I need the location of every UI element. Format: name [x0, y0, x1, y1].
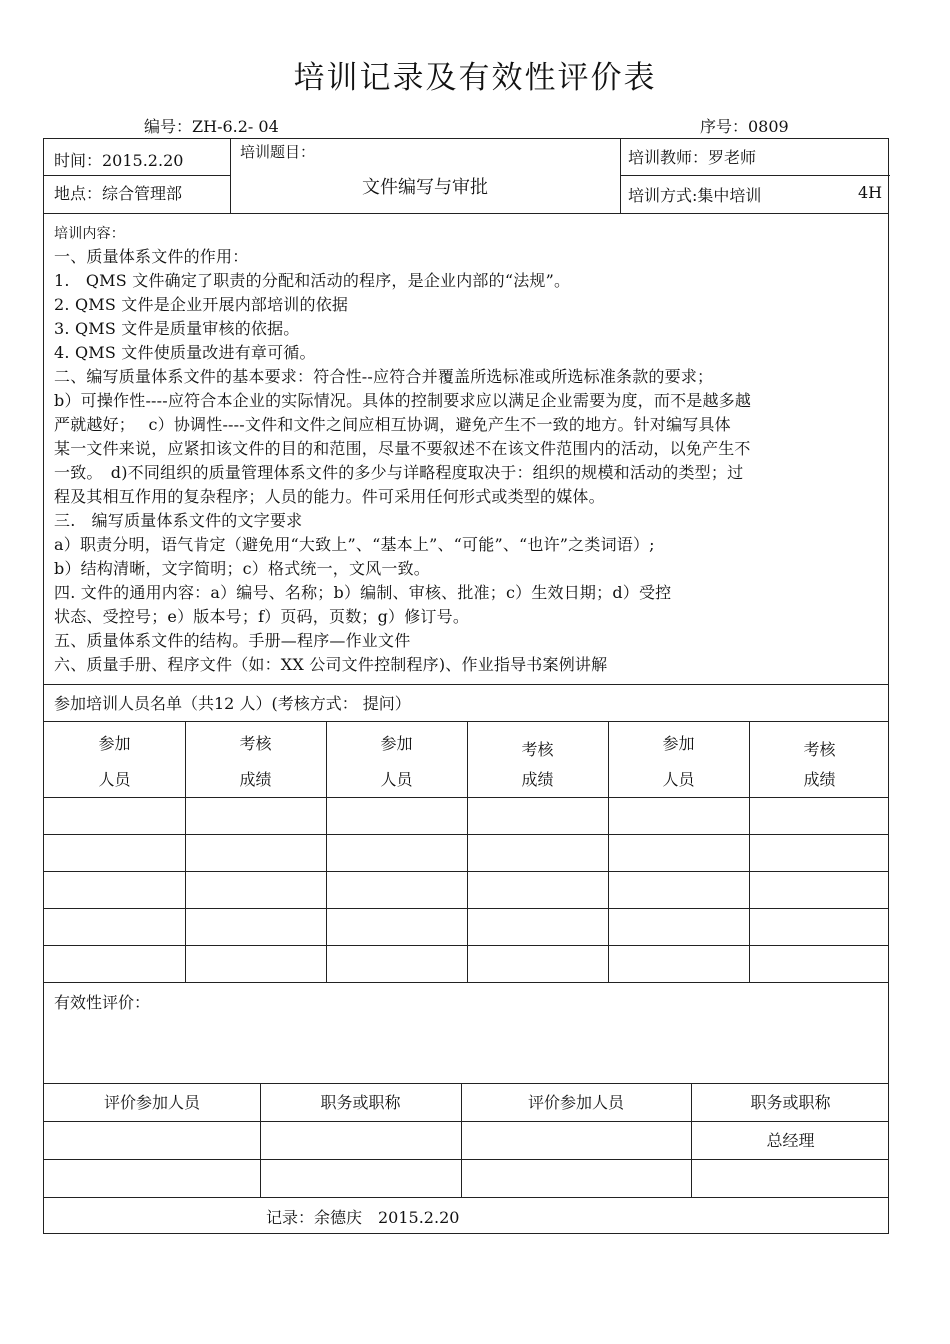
content-line: 三. 编写质量体系文件的文字要求 — [54, 511, 303, 530]
col-evaluator: 评价参加人员 — [527, 1093, 624, 1112]
attendance-col-divider — [467, 721, 468, 982]
training-record-form — [43, 138, 889, 1234]
table-row — [44, 871, 888, 872]
content-line: 四. 文件的通用内容：a）编号、名称；b）编制、审核、批准；c）生效日期；d）受控 — [54, 583, 672, 602]
table-row — [44, 982, 888, 983]
col-score-line1: 考核 — [239, 734, 272, 753]
divider-info-content — [44, 213, 888, 214]
table-row — [44, 834, 888, 835]
table-row — [44, 1159, 888, 1160]
training-topic: 文件编写与审批 — [362, 177, 488, 198]
table-row — [44, 908, 888, 909]
col-score-line2: 成绩 — [521, 770, 554, 789]
content-line: 4. QMS 文件使质量改进有章可循。 — [54, 343, 316, 362]
col-evaluator: 评价参加人员 — [103, 1093, 200, 1112]
training-teacher: 培训教师：罗老师 — [628, 148, 757, 167]
content-line: 3. QMS 文件是质量审核的依据。 — [54, 319, 300, 338]
table-row — [44, 797, 888, 798]
divider-teacher-method — [620, 175, 890, 176]
content-line: 五、质量体系文件的结构。手册—程序—作业文件 — [54, 631, 411, 650]
training-duration: 4H — [858, 183, 883, 202]
record-signature: 记录：余德庆 2015.2.20 — [266, 1208, 460, 1227]
table-row — [44, 1121, 888, 1122]
form-title: 培训记录及有效性评价表 — [293, 60, 657, 96]
col-score-line2: 成绩 — [239, 770, 272, 789]
divider-col-2 — [620, 139, 621, 213]
content-line: 状态、受控号；e）版本号；f）页码，页数；g）修订号。 — [54, 607, 470, 626]
content-line: 某一文件来说，应紧扣该文件的目的和范围，尽量不要叙述不在该文件范围内的活动，以免产生不 — [54, 439, 751, 458]
col-participant-line2: 人员 — [380, 770, 413, 789]
col-participant-line1: 参加 — [662, 734, 695, 753]
content-line: 一、质量体系文件的作用： — [54, 247, 249, 266]
col-title: 职务或职称 — [320, 1093, 401, 1112]
divider-content-attendance — [44, 684, 888, 685]
col-score-line1: 考核 — [521, 740, 554, 759]
content-line: 2. QMS 文件是企业开展内部培训的依据 — [54, 295, 349, 314]
content-line: a）职责分明，语气肯定（避免用“大致上”、“基本上”、“可能”、“也许”之类词语）; — [54, 535, 655, 554]
table-row — [44, 945, 888, 946]
form-code: 编号：ZH-6.2- 04 — [144, 117, 279, 136]
topic-label: 培训题目： — [240, 143, 316, 161]
col-participant-line1: 参加 — [380, 734, 413, 753]
form-serial: 序号：0809 — [700, 117, 789, 136]
training-method: 培训方式:集中培训 — [628, 186, 762, 205]
col-score-line2: 成绩 — [803, 770, 836, 789]
attendance-col-divider — [185, 721, 186, 982]
divider-effectiveness — [44, 1083, 888, 1084]
content-line: 一致。 d)不同组织的质量管理体系文件的多少与详略程度取决于：组织的规模和活动的类型；过 — [54, 463, 744, 482]
content-line: 程及其相互作用的复杂程序；人员的能力。件可采用任何形式或类型的媒体。 — [54, 487, 605, 506]
evaluator-title-gm: 总经理 — [766, 1131, 815, 1150]
content-line: 二、编写质量体系文件的基本要求：符合性--应符合并覆盖所选标准或所选标准条款的要求； — [54, 367, 714, 386]
content-line: b）结构清晰，文字简明；c）格式统一，文风一致。 — [54, 559, 431, 578]
table-row — [44, 1197, 888, 1198]
training-content — [54, 223, 886, 677]
training-location: 地点：综合管理部 — [54, 184, 183, 203]
attendance-col-divider — [608, 721, 609, 982]
col-participant-line1: 参加 — [98, 734, 131, 753]
divider-time-location — [44, 175, 230, 176]
col-score-line1: 考核 — [803, 740, 836, 759]
col-title: 职务或职称 — [750, 1093, 831, 1112]
content-line: 严就越好； c）协调性----文件和文件之间应相互协调，避免产生不一致的地方。针对编写具体 — [54, 415, 731, 434]
content-line: 1. QMS 文件确定了职责的分配和活动的程序，是企业内部的“法规”。 — [54, 271, 571, 290]
content-line: 六、质量手册、程序文件（如：XX 公司文件控制程序)、作业指导书案例讲解 — [54, 655, 608, 674]
col-participant-line2: 人员 — [98, 770, 131, 789]
attendance-col-divider — [749, 721, 750, 982]
attendance-header: 参加培训人员名单（共12 人）(考核方式： 提问） — [54, 694, 411, 713]
training-time: 时间：2015.2.20 — [54, 151, 184, 170]
content-line: b）可操作性----应符合本企业的实际情况。具体的控制要求应以满足企业需要为度，而不是越多越 — [54, 391, 752, 410]
attendance-col-divider — [326, 721, 327, 982]
col-participant-line2: 人员 — [662, 770, 695, 789]
divider-attendance-header — [44, 721, 888, 722]
content-label: 培训内容： — [54, 226, 125, 242]
effectiveness-label: 有效性评价： — [54, 993, 151, 1012]
